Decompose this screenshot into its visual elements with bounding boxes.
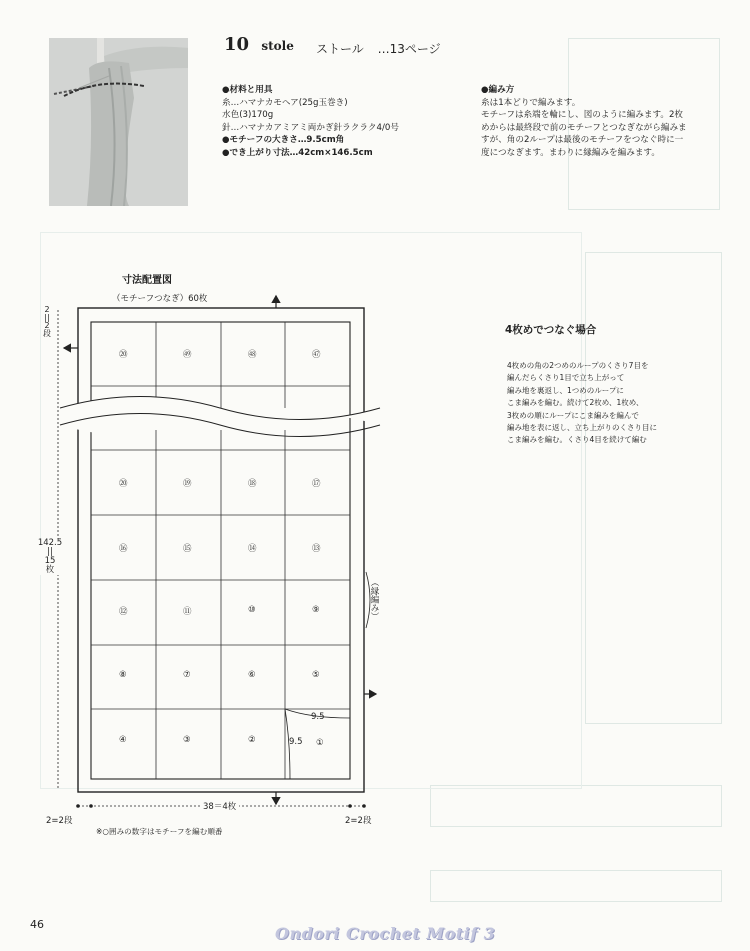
page-reference: …13ページ [377,42,441,56]
motif-number: ⑭ [248,544,257,554]
motif-number: ⑪ [183,607,192,617]
materials-line: 水色(3)170g [222,110,274,121]
motif-size: ●モチーフの大きさ…9.5cm角 [222,135,345,146]
motif-number: ㊾ [183,350,192,360]
left-length-dimension: 142.5 || 15 枚 [37,538,63,575]
joining-line: 編み地を裏返し、1つめのループに [507,385,624,395]
motif-height-dimension: 9.5 [289,737,303,747]
joining-line: こま編みを編む。くさり4目を続けて編む [507,435,647,445]
joining-title: 4枚めでつなぐ場合 [505,324,597,336]
motif-number: ⑫ [119,607,128,617]
materials-heading: ●材料と用具 [222,85,273,95]
joining-line: 4枚めの角の2つめのループのくさり7目を [507,361,649,370]
motif-number: ⑨ [312,605,320,615]
method-heading: ●編み方 [481,85,515,95]
motif-number: ⑩ [248,605,256,615]
motif-number: ④ [119,735,127,745]
bottom-width-dimension: 38＝4枚 [200,800,239,812]
book-title-watermark: Ondori Crochet Motif 3 [275,924,496,943]
motif-number: ③ [183,735,191,745]
page-number: 46 [30,918,44,931]
materials-line: 糸…ハマナカモヘア(25g玉巻き) [222,97,348,108]
motif-number: ⑲ [183,479,192,489]
motif-number: ⑧ [119,670,127,680]
top-motif-grid [91,322,350,408]
diagram-note: ※○囲みの数字はモチーフを編む順番 [96,827,223,836]
pattern-stole-word: stole [261,39,294,53]
motif-number: ⑮ [183,544,192,554]
method-line: 度につなぎます。まわりに縁編みを編みます。 [481,147,660,158]
motif-number: ② [248,735,256,745]
motif-number: ① [316,738,324,748]
motif-number: ⑬ [312,544,321,554]
motif-number: ⑯ [119,544,128,554]
motif-number: ㊼ [312,350,321,360]
left-top-dimension: 2 || 2 段 [43,305,51,338]
motif-number: ⑦ [183,670,191,680]
joining-line: 編んだらくさり1目で立ち上がって [507,373,625,383]
method-line: モチーフは糸端を輪にし、図のように編みます。2枚 [481,110,684,121]
motif-number: ⑥ [248,670,256,680]
motif-number: ⑳ [119,479,128,489]
method-line: すが、角の2ループは最後のモチーフをつなぐ時に一 [481,135,684,146]
edging-label: （縁編み） [369,578,379,621]
method-line: 糸は1本どりで編みます。 [481,97,581,108]
bottom-left-dimension: 2=2段 [46,816,73,826]
motif-number: ㊽ [248,350,257,360]
motif-number: ⑰ [312,479,321,489]
layout-diagram-title: 寸法配置図 [122,275,172,286]
pattern-title-jp: ストール [316,42,364,56]
motif-width-dimension: 9.5 [311,712,325,722]
joining-line: 編み地を表に返し、立ち上がりのくさり目に [507,423,657,433]
bottom-right-dimension: 2=2段 [345,816,372,826]
method-line: めからは最終段で前のモチーフとつなぎながら編みま [481,122,687,133]
materials-line: 針…ハマナカアミアミ両かぎ針ラクラク4/0号 [222,122,399,133]
joining-line: こま編みを編む。続けて2枚め、1枚め、 [507,398,644,408]
layout-diagram-subtitle: （モチーフつなぎ）60枚 [112,294,208,304]
break-gap [60,397,380,437]
motif-number: ⑱ [248,479,257,489]
motif-number: ⑳ [119,350,128,360]
finished-size: ●でき上がり寸法…42cm×146.5cm [222,147,373,158]
pattern-number: 10 stole [224,34,294,55]
motif-number: ⑤ [312,670,320,680]
joining-line: 3枚めの順にループにこま編みを編んで [507,410,639,420]
